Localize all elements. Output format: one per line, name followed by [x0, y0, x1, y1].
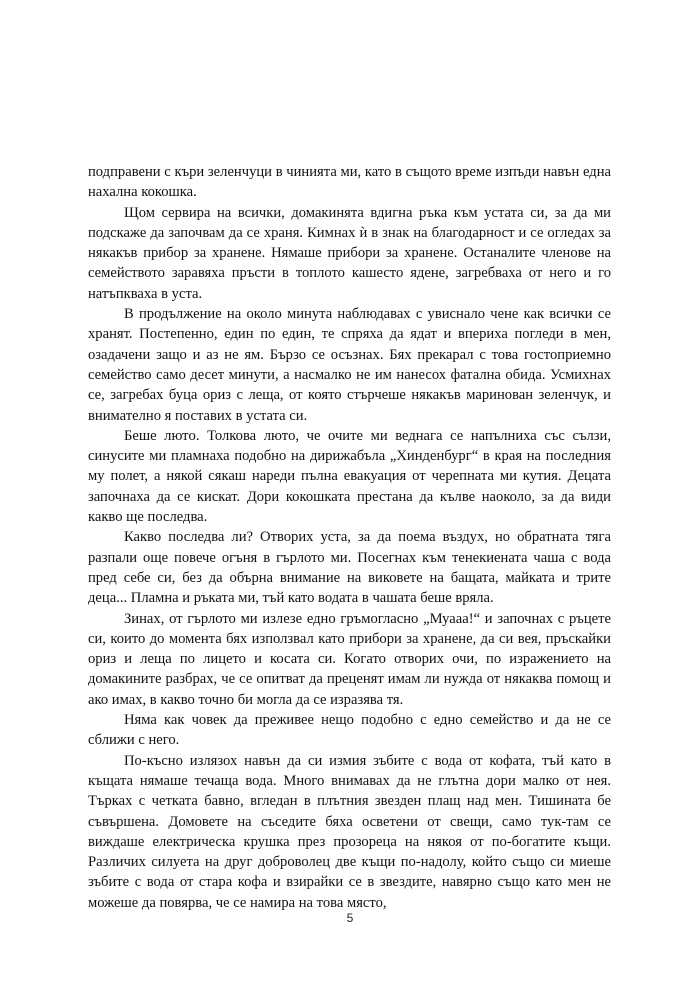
page-number: 5 — [346, 911, 354, 925]
paragraph: Зинах, от гърлото ми излезе едно гръмогласно „Муааа!“ и започнах с ръцете си, които до момента бях използвал като прибори за хранене, да си вея, пръскайки ориз и леща по лицето и косата си. Когато отворих очи, по изражението на домакините разбрах, че се опитват да преценят имам ли нужда от някаква помощ и ако имах, в какво точно би могла да се изразява тя. — [88, 610, 611, 708]
paragraph: Няма как човек да преживее нещо подобно с едно семейство и да не се сближи с него. — [88, 712, 611, 749]
paragraph: В продължение на около минута наблюдавах с увиснало чене как всички се хранят. Постепенно, един по един, те спряха да ядат и впериха погледи в мен, озадачени защо и аз не ям. Бързо се осъзнах. Бях прекарал с това гостоприемно семейство само десет минути, а насмалко не им нанесох фатална обида. Усмихнах се, загребах буца ориз с леща, от която стърчеше някакъв маринован зеленчук, и внимателно я поставих в устата си. — [88, 306, 611, 424]
paragraph: подправени с къри зеленчуци в чинията ми, като в същото време изпъди навън една нахална кокошка. — [88, 164, 611, 201]
paragraph: Какво последва ли? Отворих уста, за да поема въздух, но обратната тяга разпали още повече огъня в гърлото ми. Посегнах към тенекиената чаша с вода пред себе си, без да обърна внимание на виковете на бащата, майката и трите деца... Пламна и ръката ми, тъй като водата в чашата беше вряла. — [88, 529, 611, 607]
paragraph: По-късно излязох навън да си измия зъбите с вода от кофата, тъй като в къщата нямаше течаща вода. Много внимавах да не глътна дори малко от нея. Търках с четката бавно, вгледан в плътния звезден плащ над мен. Тишината бе съвършена. Домовете на съседите бяха осветени от свещи, само тук-там се виждаше електрическа крушка през прозореца на някоя от по-богатите къщи. Различих силуета на друг доброволец две къщи по-надолу, който също си миеше зъбите с вода от стара кофа и взирайки се в звездите, навярно също като мен не можеше да повярва, че се намира на това място, — [88, 752, 611, 911]
paragraph: Беше лютo. Толкова лютo, че очите ми веднага се напълниха със сълзи, синусите ми пламнаха подобно на дирижабъла „Хинденбург“ в края на последния му полет, а някой сякаш нареди пълна евакуация от черепната ми кутия. Децата започнаха да се кискат. Дори кокошката престана да кълве наоколо, за да види какво ще последва. — [88, 427, 611, 526]
paragraph: Щом сервира на всички, домакинята вдигна ръка към устата си, за да ми подскаже да започвам да се храня. Кимнах ѝ в знак на благодарност и се огледах за някакъв прибор за хранене. Нямаше прибори за хранене. Останалите членове на семейството заравяха пръсти в топлото кашесто ядене, загребваха от него и го натъпкваха в уста. — [88, 204, 611, 302]
body-text — [88, 162, 611, 913]
